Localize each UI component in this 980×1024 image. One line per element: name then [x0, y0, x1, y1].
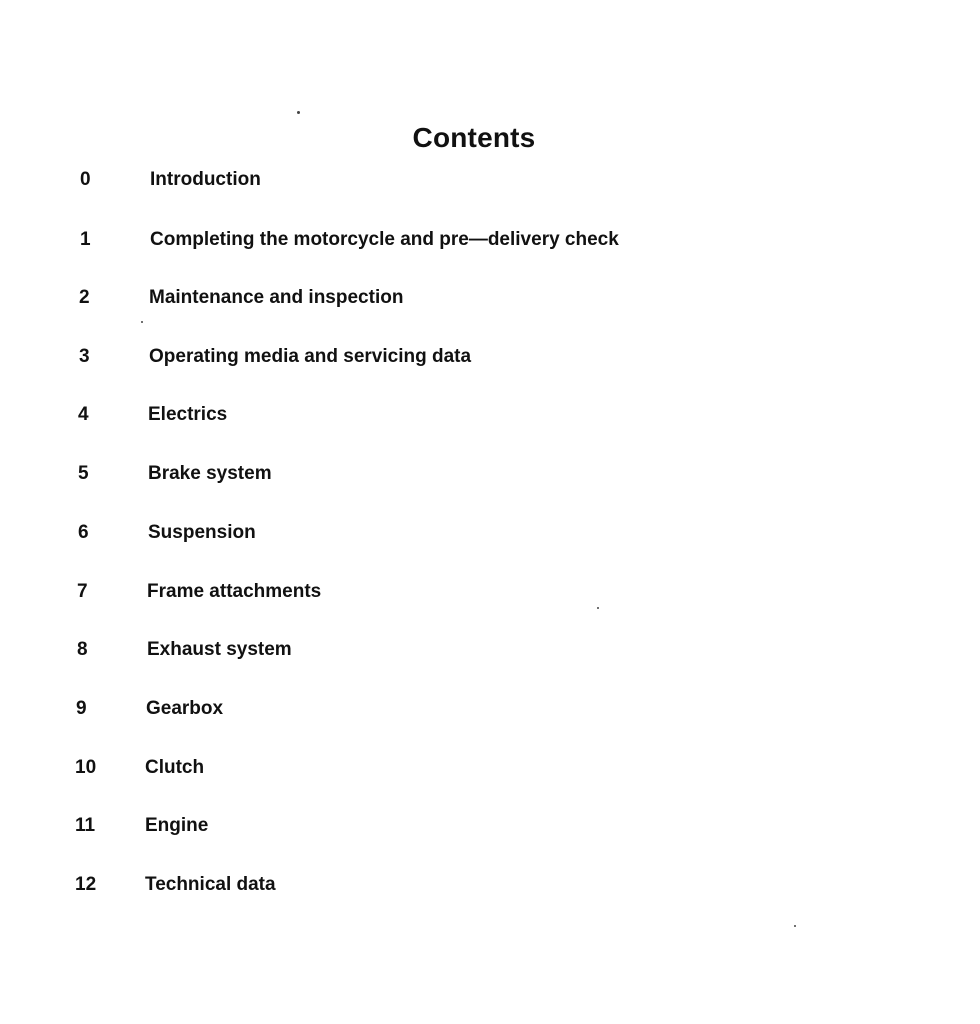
toc-entry-number: 6: [78, 522, 89, 543]
toc-entry-title: Engine: [145, 815, 209, 836]
toc-entry-number: 2: [79, 287, 90, 308]
toc-entry-number: 4: [78, 404, 89, 425]
toc-entry-title: Maintenance and inspection: [149, 287, 404, 308]
toc-entry-number: 3: [79, 346, 90, 367]
toc-entry-number: 1: [80, 229, 91, 250]
toc-entry-number: 0: [80, 169, 91, 190]
toc-entry-title: Clutch: [145, 757, 205, 778]
toc-entry-title: Exhaust system: [147, 639, 292, 660]
toc-entry-number: 11: [75, 815, 96, 836]
page-title: Contents: [412, 122, 536, 153]
toc-entry-title: Electrics: [148, 404, 228, 425]
toc-entry-number: 9: [76, 698, 87, 719]
toc-entry-number: 12: [75, 874, 97, 895]
toc-entry-number: 8: [77, 639, 88, 660]
toc-entry-title: Introduction: [150, 169, 261, 190]
toc-entry-number: 5: [78, 463, 89, 484]
toc-entry-title: Suspension: [148, 522, 256, 543]
toc-entry-title: Brake system: [148, 463, 272, 484]
toc-entry-title: Frame attachments: [147, 581, 322, 602]
toc-entry-title: Operating media and servicing data: [149, 346, 472, 367]
toc-entry-title: Completing the motorcycle and pre—delivery check: [150, 229, 619, 250]
toc-entry-number: 10: [75, 757, 97, 778]
toc-entry-number: 7: [77, 581, 88, 602]
toc-entry-title: Gearbox: [146, 698, 224, 719]
toc-entry-title: Technical data: [145, 874, 276, 895]
